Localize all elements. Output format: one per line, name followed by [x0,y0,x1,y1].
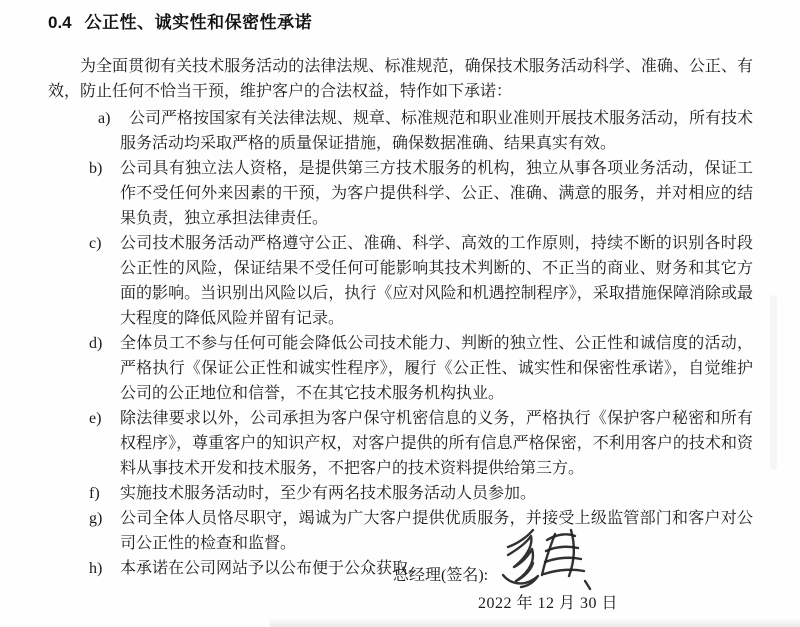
signature-label: 总经理(签名): [393,567,489,584]
list-item [48,331,753,406]
list-item [48,106,753,156]
list-item-text: 除法律要求以外，公司承担为客户保守机密信息的义务，严格执行《保护客户秘密和所有权程序》，尊重客户的知识产权，对客户提供的所有信息严格保密，不利用客户的技术和资料从事技术开发和技术服务，不把客户的技术资料提供给第三方。 [120,410,753,477]
section-heading [48,12,752,34]
list-item-text: 公司技术服务活动严格遵守公正、准确、科学、高效的工作原则，持续不断的识别各时段公正性的风险，保证结果不受任何可能影响其技术判断的、不正当的商业、财务和其它方面的影响。当识别出风险以后，执行《应对风险和机遇控制程序》，采取措施保障消除或最大程度的降低风险并留有记录。 [120,235,753,327]
list-item-marker: a) [98,110,111,127]
list-item-marker: c) [89,235,102,252]
list-item [48,231,753,331]
list-item [48,406,753,481]
intro-paragraph: 为全面贯彻有关技术服务活动的法律法规、标准规范，确保技术服务活动科学、准确、公正、有效，防止任何不恰当干预，维护客户的合法权益，特作如下承诺： [48,58,753,100]
list-item-marker: e) [89,410,102,427]
section-title: 公正性、诚实性和保密性承诺 [84,13,313,32]
signature-date: 2022 年 12 月 30 日 [478,595,619,612]
list-item [48,481,753,506]
list-item [48,156,753,231]
list-item-text: 公司严格按国家有关法律法规、规章、标准规范和职业准则开展技术服务活动，所有技术服务活动均采取严格的质量保证措施，确保数据准确、结果真实有效。 [120,110,754,152]
section-number: 0.4 [48,13,72,32]
list-item-marker: h) [89,560,103,577]
list-item-marker: b) [89,160,103,177]
list-item-text: 本承诺在公司网站予以公布便于公众获取。 [120,560,425,577]
list-item-text: 公司具有独立法人资格，是提供第三方技术服务的机构，独立从事各项业务活动，保证工作不受任何外来因素的干预，为客户提供科学、公正、准确、满意的服务，并对相应的结果负责，独立承担法律责任。 [120,160,753,227]
list-item-text: 实施技术服务活动时，至少有两名技术服务活动人员参加。 [120,485,537,502]
list-item [48,506,753,556]
list-item-marker: g) [89,510,103,527]
list-item-text: 全体员工不参与任何可能会降低公司技术能力、判断的独立性、公正性和诚信度的活动，严格执行《保证公正性和诚实性程序》，履行《公正性、诚实性和保密性承诺》，自觉维护公司的公正地位和信誉，不在其它技术服务机构执业。 [120,335,753,402]
scan-artifact-bottom [270,618,800,627]
list-item-text: 公司全体人员恪尽职守，竭诚为广大客户提供优质服务，并接受上级监管部门和客户对公司公正性的检查和监督。 [120,510,753,552]
scan-artifact-streak [770,295,777,470]
list-item-marker: f) [89,485,100,502]
signature-handwriting [495,524,605,596]
commitment-list [48,106,753,581]
list-item-marker: d) [89,335,103,352]
